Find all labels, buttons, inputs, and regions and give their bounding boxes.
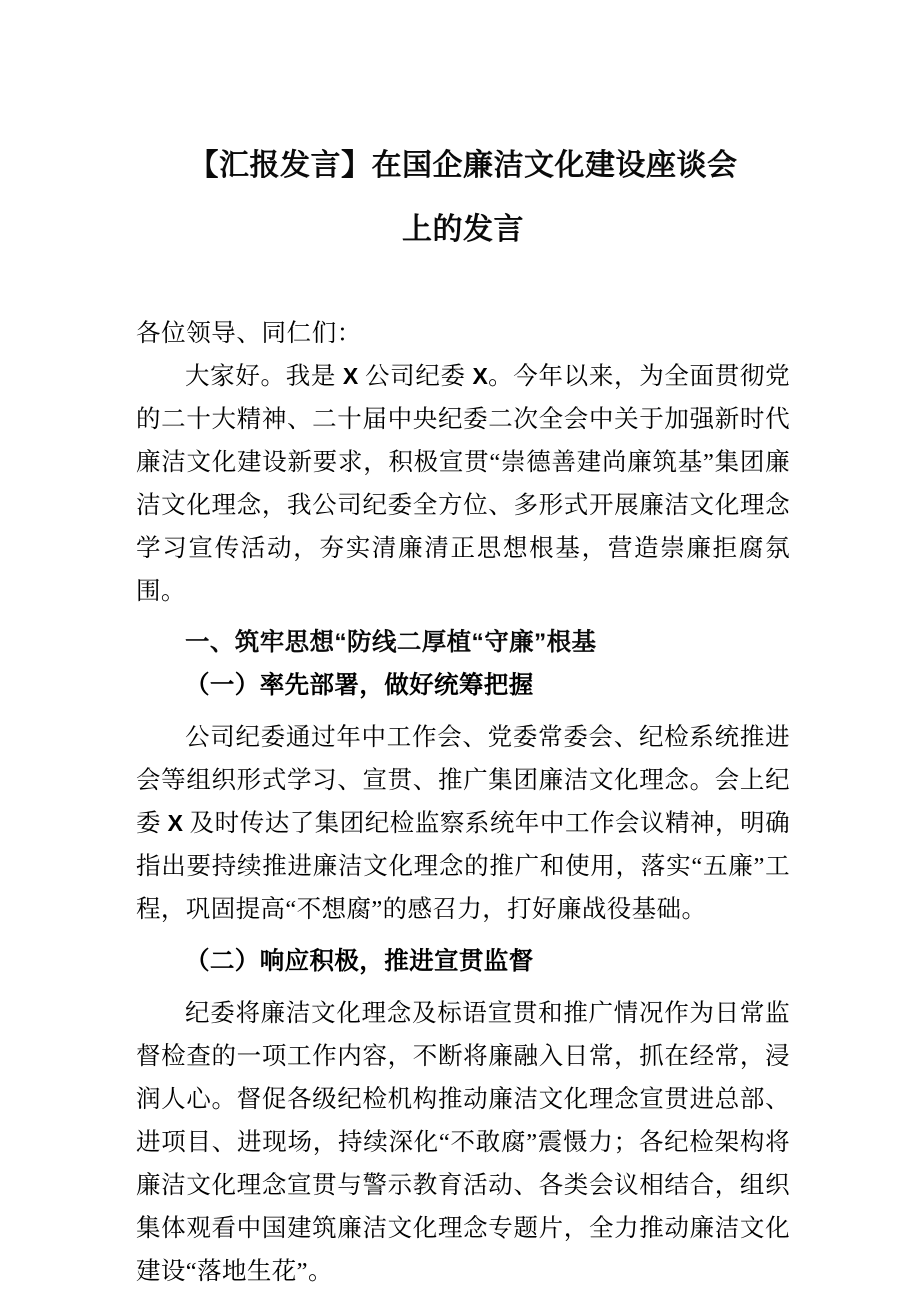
page-title-line-1: 【汇报发言】在国企廉洁文化建设座谈会 (188, 149, 738, 182)
placeholder-token: X (472, 363, 488, 389)
placeholder-token: X (167, 810, 184, 836)
paragraph-1-1: 公司纪委通过年中工作会、党委常委会、纪检系统推进会等组织形式学习、宣贯、推广集团廉洁文化理念。会上纪委 X 及时传达了集团纪检监察系统年中工作会议精神，明确指出要持续推进廉洁文化理念的推广和使用，落实“五廉”工程，巩固提高“不想腐”的感召力，打好廉战役基础。 (136, 724, 790, 923)
section-heading-1: 一、筑牢思想“防线二厚植“守廉”根基 (185, 629, 597, 656)
document-body (136, 0, 790, 1293)
sub-heading-1-1: （一）率先部署，做好统筹把握 (185, 672, 534, 699)
placeholder-token: X (342, 363, 359, 389)
paragraph-opening: 大家好。我是 X 公司纪委 X。今年以来，为全面贯彻党的二十大精神、二十届中央纪委二次全会中关于加强新时代廉洁文化建设新要求，积极宣贯“崇德善建尚廉筑基”集团廉洁文化理念，我公司纪委全方位、多形式开展廉洁文化理念学习宣传活动，夯实清廉清正思想根基，营造崇廉拒腐氛围。 (136, 363, 790, 605)
page-title-line-2: 上的发言 (402, 213, 524, 246)
page-title (136, 0, 790, 262)
salutation: 各位领导、同仁们： (136, 320, 362, 347)
sub-heading-1-2: （二）响应积极，推进宣贯监督 (185, 948, 534, 975)
paragraph-1-2: 纪委将廉洁文化理念及标语宣贯和推广情况作为日常监督检查的一项工作内容，不断将廉融入日常，抓在经常，浸润人心。督促各级纪检机构推动廉洁文化理念宣贯进总部、进项目、进现场，持续深化“不敢腐”震慑力；各纪检架构将廉洁文化理念宣贯与警示教育活动、各类会议相结合，组织集体观看中国建筑廉洁文化理念专题片，全力推动廉洁文化建设“落地生花”。 (136, 1000, 790, 1285)
